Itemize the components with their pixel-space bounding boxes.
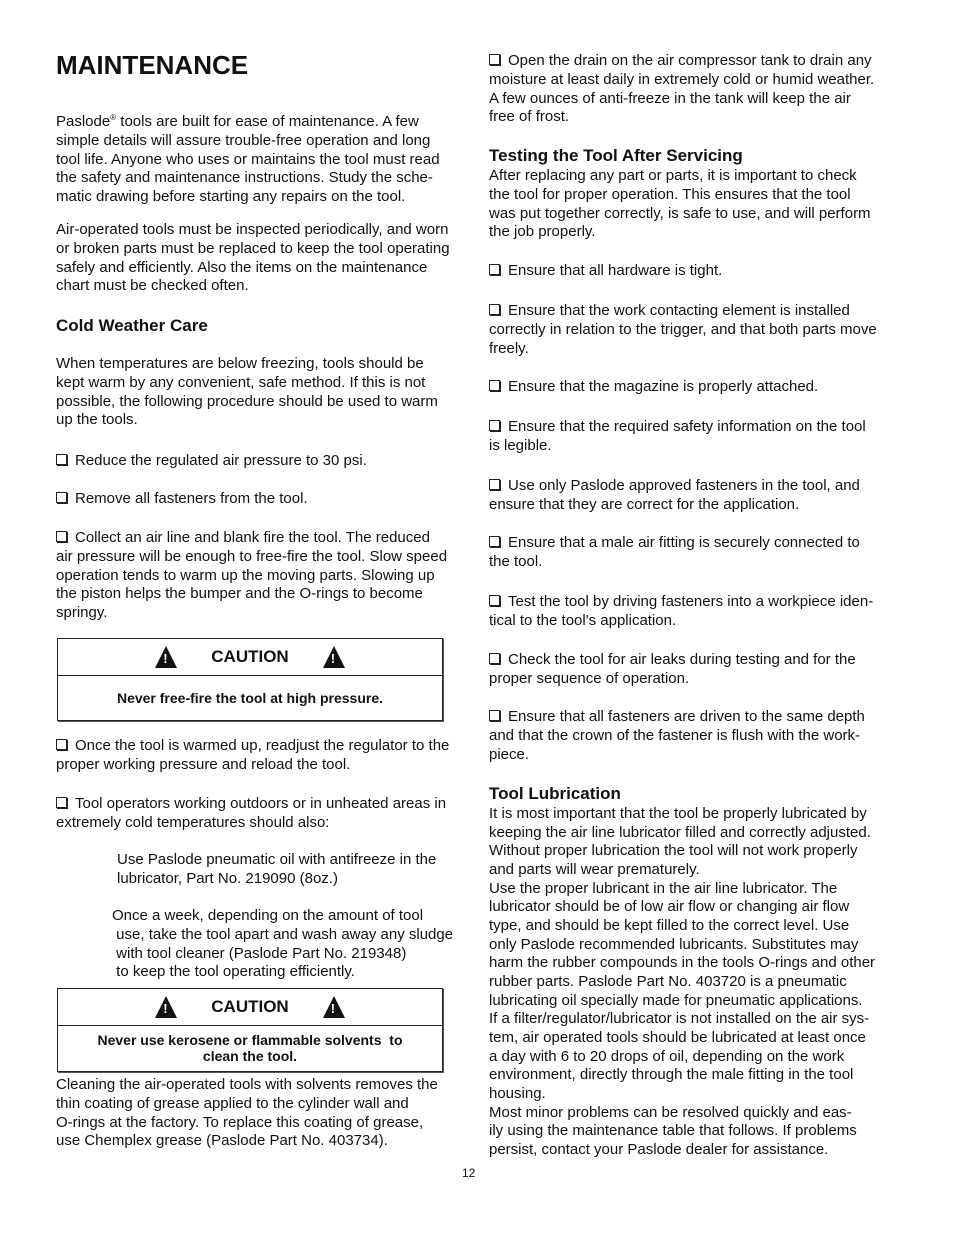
- registered-mark: ®: [110, 113, 117, 122]
- checkbox-icon: [56, 739, 67, 750]
- checklist-item: [489, 534, 909, 572]
- checkbox-icon: [489, 710, 500, 721]
- item-text: Collect an air line and blank fire the tool. The reduced air pressure will be enough to free-fire the tool. Slow speed operation tends to warm up the moving parts. Slowing up the piston helps the bumper and the O-rings to become springy.: [56, 529, 448, 622]
- item-text: Ensure that all hardware is tight.: [508, 262, 723, 279]
- checkbox-icon: [489, 380, 500, 391]
- checkbox-icon: [489, 264, 500, 275]
- checklist-item: [489, 418, 909, 456]
- checklist-item: [489, 378, 909, 397]
- checkbox-icon: [489, 54, 500, 65]
- warning-icon: [155, 646, 177, 668]
- checkbox-icon: [56, 531, 67, 542]
- checklist-item: [56, 795, 476, 833]
- checklist-item: [56, 490, 476, 509]
- item-text: Ensure that the magazine is properly attached.: [508, 378, 819, 395]
- lubrication-paragraph: It is most important that the tool be properly lubricated by keeping the air line lubricator filled and correctly adjusted. Without proper lubrication the tool will not work properly and parts will wear prematurely. Use the proper lubricant in the air line lubricator. The lubricator should be of low air flow or changing air flow type, and should be kept filled to the correct level. Use only Paslode recommended lubricants. Substitutes may harm the rubber compounds in the tools O-rings and other rubber parts. Paslode Part No. 403720 is a pneumatic lubricating oil specially made for pneumatic applications. If a filter/regulator/lubricator is not installed on the air sys- tem, air operated tools should be lubricated at least once a day with 6 to 20 drops of oil, depending on the work environment, directly through the male fitting in the tool housing. Most minor problems can be resolved quickly and eas- ily using the maintenance table that follows. If problems persist, contact your Paslode dealer for assistance.: [489, 805, 876, 1159]
- checkbox-icon: [489, 536, 500, 547]
- item-text: Ensure that a male air fitting is securely connected to the tool.: [489, 534, 860, 570]
- testing-paragraph: After replacing any part or parts, it is important to check the tool for proper operation. This ensures that the tool was put together correctly, is safe to use, and will perform the job properly.: [489, 167, 871, 241]
- intro-paragraph: [56, 109, 476, 207]
- warning-icon: [155, 996, 177, 1018]
- caution-message: Never use kerosene or flammable solvents to clean the tool.: [97, 1032, 403, 1064]
- checklist-item: [489, 651, 909, 689]
- brand-text: Paslode: [56, 113, 111, 130]
- checklist-item: [489, 262, 909, 281]
- checkbox-icon: [56, 454, 67, 465]
- warning-icon: [323, 996, 345, 1018]
- item-text: Ensure that the required safety information on the tool is legible.: [489, 418, 866, 454]
- page-number: 12: [462, 1166, 476, 1180]
- item-text: Test the tool by driving fasteners into a workpiece iden- tical to the tool's application.: [489, 593, 874, 629]
- caution-message: Never free-fire the tool at high pressure.: [116, 690, 384, 706]
- item-text: Reduce the regulated air pressure to 30 psi.: [75, 452, 367, 469]
- caution-box: [57, 988, 443, 1072]
- checkbox-icon: [489, 595, 500, 606]
- item-text: Open the drain on the air compressor tank to drain any moisture at least daily in extremely cold or humid weather. A few ounces of anti-freeze in the tank will keep the air free of frost.: [489, 52, 875, 126]
- checklist-item: [489, 477, 909, 515]
- cold-weather-paragraph: When temperatures are below freezing, tools should be kept warm by any convenient, safe method. If this is not possible, the following procedure should be used to warm up the tools.: [56, 355, 438, 429]
- item-text: Check the tool for air leaks during testing and for the proper sequence of operation.: [489, 651, 856, 687]
- checkbox-icon: [489, 653, 500, 664]
- testing-heading: Testing the Tool After Servicing: [489, 146, 743, 165]
- item-text: Once the tool is warmed up, readjust the regulator to the proper working pressure and reload the tool.: [56, 737, 450, 773]
- checklist-item: [489, 52, 909, 127]
- item-text: Remove all fasteners from the tool.: [75, 490, 308, 507]
- checklist-item: [56, 452, 476, 471]
- item-text: Ensure that all fasteners are driven to the same depth and that the crown of the fastener is flush with the work- piece.: [489, 708, 865, 763]
- indented-instruction: Use Paslode pneumatic oil with antifreeze in the lubricator, Part No. 219090 (8oz.): [117, 851, 437, 887]
- indented-instruction: Once a week, depending on the amount of tool use, take the tool apart and wash away any sludge with tool cleaner (Paslode Part No. 219348) to keep the tool operating efficiently.: [112, 907, 454, 981]
- page-title: MAINTENANCE: [56, 50, 249, 80]
- caution-box: [57, 638, 443, 721]
- item-text: Tool operators working outdoors or in unheated areas in extremely cold temperatures should also:: [56, 795, 447, 831]
- item-text: Use only Paslode approved fasteners in the tool, and ensure that they are correct for the application.: [489, 477, 860, 513]
- checklist-item: [489, 302, 909, 358]
- checklist-item: [489, 708, 909, 764]
- grease-paragraph: Cleaning the air-operated tools with solvents removes the thin coating of grease applied to the cylinder wall and O-rings at the factory. To replace this coating of grease, use Chemplex grease (Paslode Part No. 403734).: [56, 1076, 438, 1150]
- checkbox-icon: [489, 420, 500, 431]
- intro-text: tools are built for ease of maintenance. A few simple details will assure trouble-free operation and long tool life. Anyone who uses or maintains the tool must read the safety and maintenance instructions. Study the sche- matic drawing before starting any repairs on the tool.: [56, 113, 440, 206]
- cold-weather-heading: Cold Weather Care: [56, 316, 208, 335]
- checkbox-icon: [489, 479, 500, 490]
- warning-icon: [323, 646, 345, 668]
- checklist-item: [56, 737, 476, 775]
- inspection-paragraph: Air-operated tools must be inspected periodically, and worn or broken parts must be replaced to keep the tool operating safely and efficiently. Also the items on the maintenance chart must be checked often.: [56, 221, 450, 295]
- lubrication-heading: Tool Lubrication: [489, 784, 621, 803]
- checklist-item: [56, 529, 476, 623]
- checkbox-icon: [489, 304, 500, 315]
- caution-label: CAUTION: [211, 647, 289, 666]
- item-text: Ensure that the work contacting element is installed correctly in relation to the trigger, and that both parts move freely.: [489, 302, 877, 357]
- checkbox-icon: [56, 492, 67, 503]
- checkbox-icon: [56, 797, 67, 808]
- caution-label: CAUTION: [211, 997, 289, 1016]
- checklist-item: [489, 593, 909, 631]
